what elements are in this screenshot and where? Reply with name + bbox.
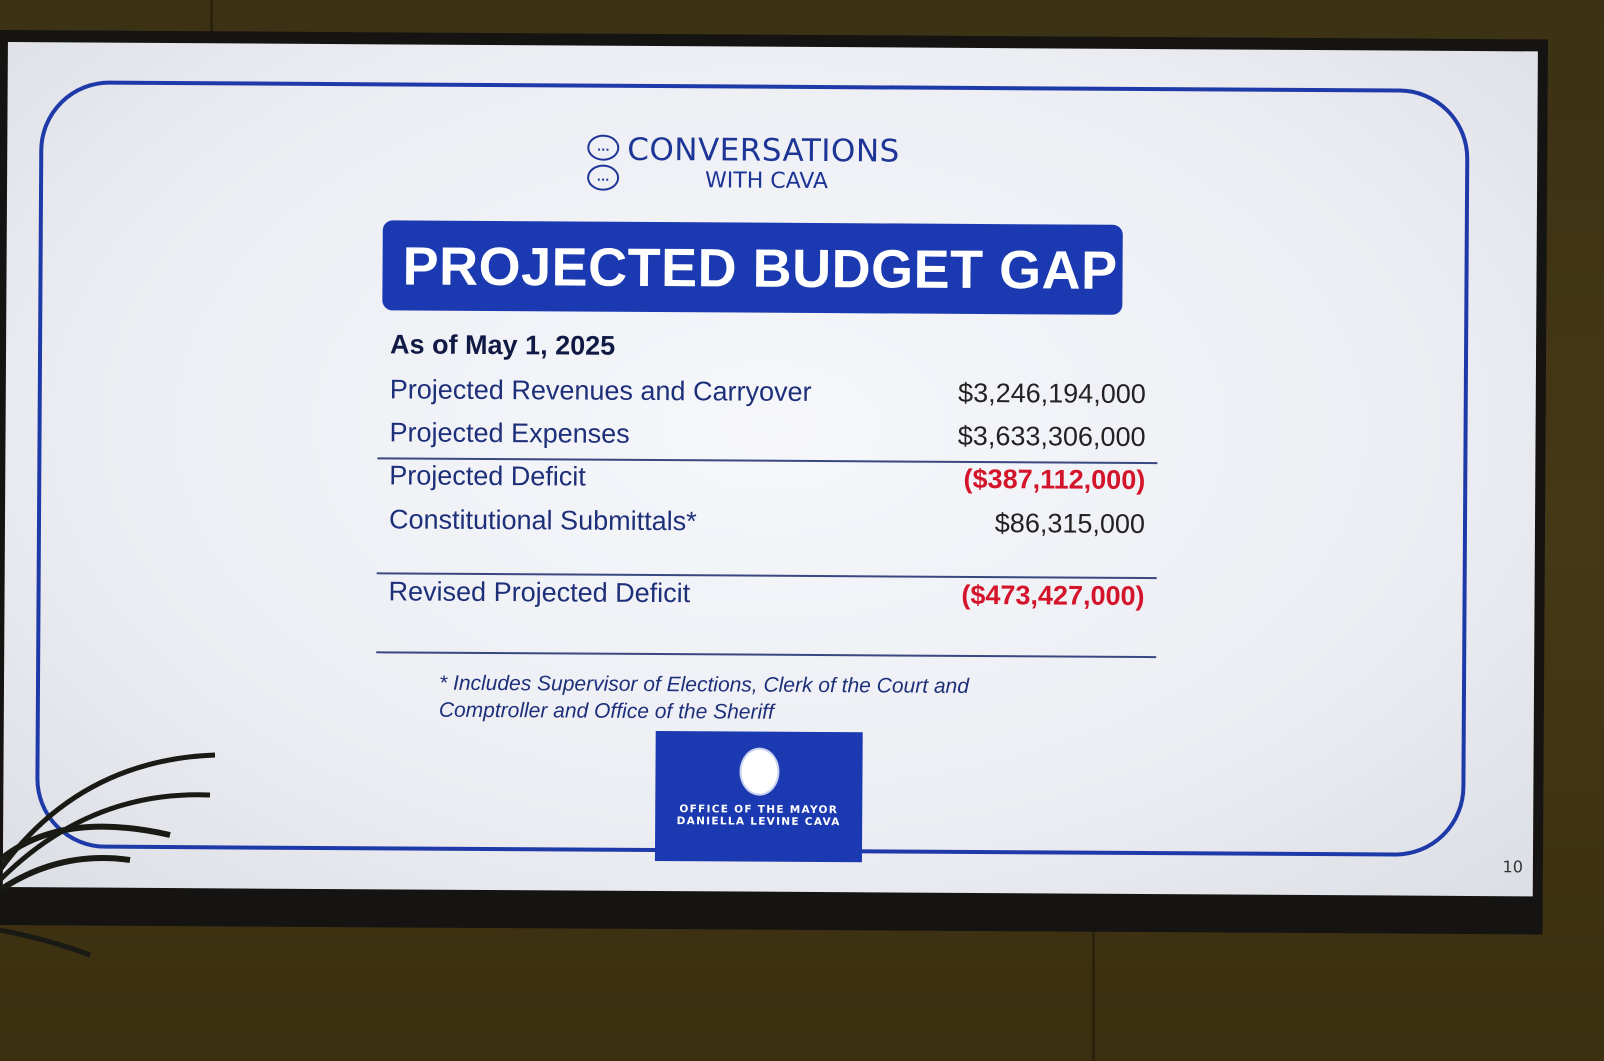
mayor-line2: DANIELLA LEVINE CAVA xyxy=(676,815,841,829)
row-label: Projected Revenues and Carryover xyxy=(389,374,812,407)
page-title: PROJECTED BUDGET GAP xyxy=(382,220,1123,315)
row-label: Constitutional Submittals* xyxy=(388,504,697,537)
mayor-line1: OFFICE OF THE MAYOR xyxy=(679,803,839,817)
slide xyxy=(3,42,1538,896)
logo-line1: CONVERSATIONS xyxy=(627,131,900,170)
as-of-date: As of May 1, 2025 xyxy=(389,329,616,361)
logo-text xyxy=(627,132,900,196)
display-screen xyxy=(0,30,1548,934)
footnote xyxy=(439,670,969,727)
row-value: ($473,427,000) xyxy=(961,579,1145,612)
footnote-line: Comptroller and Office of the Sheriff xyxy=(438,698,774,724)
county-seal-icon xyxy=(739,748,779,796)
mayor-office-logo xyxy=(655,731,863,862)
table-row xyxy=(390,374,1146,415)
row-value: $3,246,194,000 xyxy=(958,377,1146,410)
chat-bubble-icon: ... xyxy=(587,135,619,161)
table-row xyxy=(388,576,1144,617)
footnote-line: * Includes Supervisor of Elections, Clerk of the Court and xyxy=(438,671,970,698)
conversations-logo xyxy=(587,132,900,196)
chat-bubbles xyxy=(587,135,619,191)
row-label: Revised Projected Deficit xyxy=(388,576,691,609)
table-row xyxy=(389,417,1145,458)
row-value: $86,315,000 xyxy=(994,508,1146,540)
page-number: 10 xyxy=(1502,857,1523,877)
plant-leaves xyxy=(0,740,230,970)
logo-line2: WITH CAVA xyxy=(705,168,829,195)
table-row xyxy=(389,460,1145,501)
row-value: ($387,112,000) xyxy=(963,463,1146,496)
row-label: Projected Expenses xyxy=(389,417,630,449)
row-value: $3,633,306,000 xyxy=(957,420,1146,453)
chat-bubble-icon: ... xyxy=(587,165,619,191)
row-label: Projected Deficit xyxy=(389,460,586,492)
table-row xyxy=(389,504,1145,545)
wall-seam xyxy=(210,0,213,32)
